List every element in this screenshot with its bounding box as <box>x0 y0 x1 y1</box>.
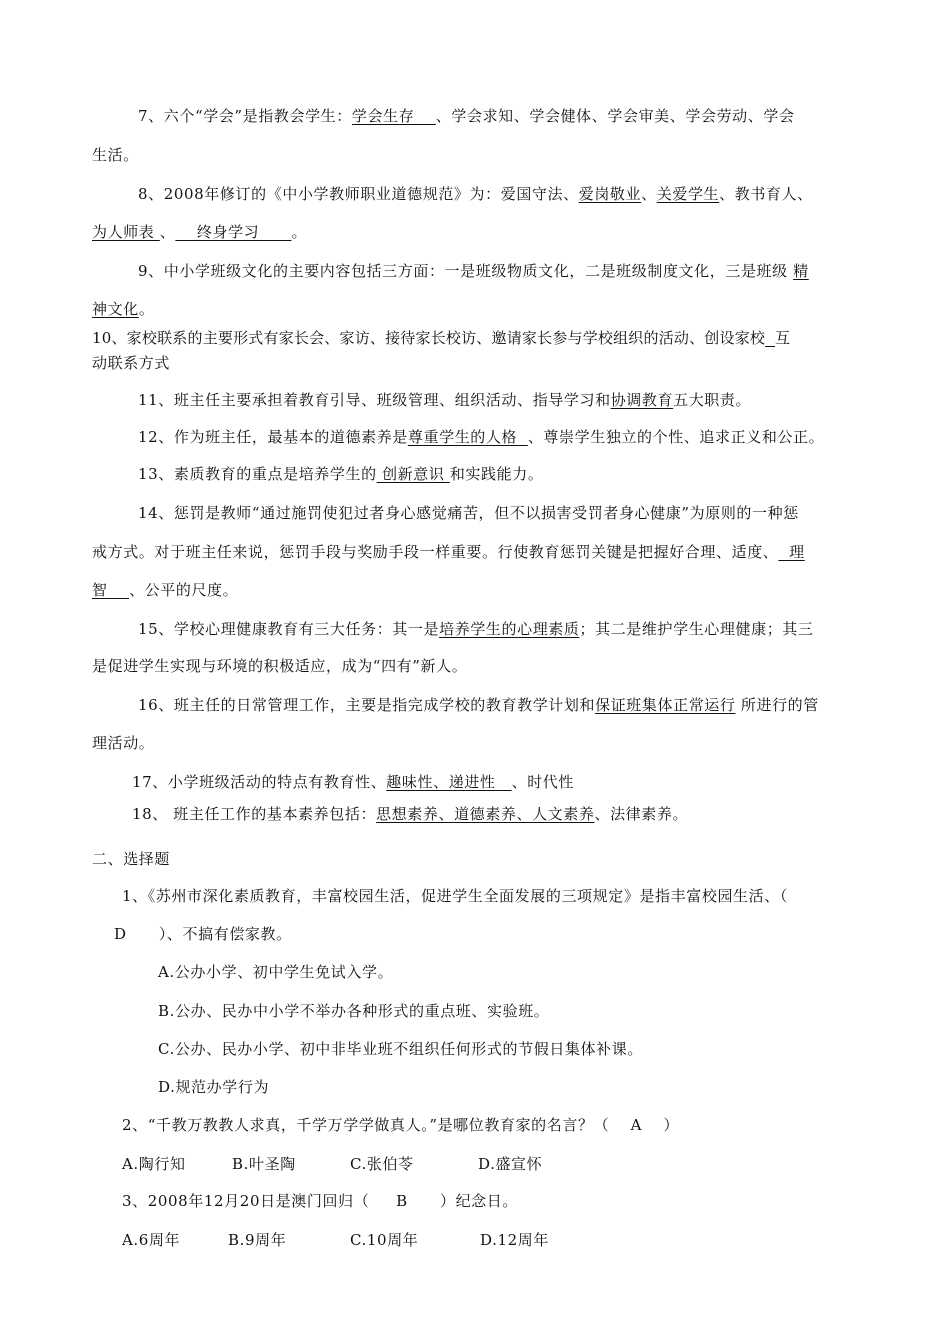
mc1-question-line2: D ）、不搞有偿家教。 <box>114 925 292 943</box>
q16-text-cont: 所进行的管 <box>735 696 819 714</box>
mc1-option-c: C.公办、民办小学、初中非毕业班不组织任何形式的节假日集体补课。 <box>158 1040 643 1058</box>
q8-line1 <box>138 184 813 204</box>
q17-line <box>132 772 574 792</box>
q14-end: 、公平的尺度。 <box>129 581 239 599</box>
q8-line2 <box>92 222 307 242</box>
q10-text-end: 动联系方式 <box>92 354 171 372</box>
mc2-option-c: C.张伯苓 <box>350 1155 414 1173</box>
q9-answer-part1: 精 <box>793 262 809 280</box>
q7-line2 <box>92 145 139 165</box>
mc1-option-b: B.公办、民办中小学不举办各种形式的重点班、实验班。 <box>158 1002 550 1020</box>
q9-answer-part2: 神文化 <box>92 300 139 318</box>
q7-text-cont: 、学会求知、学会健体、学会审美、学会劳动、学会 <box>435 107 795 125</box>
q7-text: 7、六个“学会”是指教会学生： <box>138 107 352 125</box>
q18-line <box>132 804 688 824</box>
mc1-question-line1: 1、《苏州市深化素质教育，丰富校园生活，促进学生全面发展的三项规定》是指丰富校园生活、（ <box>122 887 788 905</box>
q8-end: 。 <box>291 223 308 241</box>
q14-answer-part2: 智 <box>92 581 130 599</box>
q12-answer: 尊重学生的人格 <box>407 428 528 446</box>
q8-answer-3: 为人师表 <box>92 223 160 241</box>
q15-line2 <box>92 656 467 676</box>
q14-line2 <box>92 542 805 562</box>
q8-text: 8、2008年修订的《中小学教师职业道德规范》为：爱国守法、 <box>138 185 579 203</box>
q12-end: 、尊崇学生独立的个性、追求正义和公正。 <box>527 428 825 446</box>
q17-end: 、时代性 <box>511 773 575 791</box>
section-heading-choice: 二、选择题 <box>92 850 171 868</box>
q8-answer-2: 关爱学生 <box>656 185 720 203</box>
q15-line1 <box>138 619 814 639</box>
q13-end: 和实践能力。 <box>449 465 544 483</box>
q8-sep: 、 <box>641 185 657 203</box>
q14-answer-part1: 理 <box>778 543 805 561</box>
q17-answer: 趣味性、递进性 <box>386 773 512 791</box>
q8-answer-4: 终身学习 <box>175 223 292 241</box>
q16-answer: 保证班集体正常运行 <box>595 696 736 714</box>
q14-text-cont: 戒方式。对于班主任来说，惩罚手段与奖励手段一样重要。行使教育惩罚关键是把握好合理、适度、 <box>92 543 779 561</box>
q13-answer: 创新意识 <box>376 465 450 483</box>
mc1-option-d: D.规范办学行为 <box>158 1078 270 1096</box>
mc2-option-b: B.叶圣陶 <box>232 1155 296 1173</box>
q15-text-cont: ；其二是维护学生心理健康；其三 <box>579 620 814 638</box>
q7-answer: 学会生存 <box>351 107 436 125</box>
q7-text-end: 生活。 <box>92 146 139 164</box>
q18-end: 、法律素养。 <box>594 805 689 823</box>
mc2-option-d: D.盛宣怀 <box>478 1155 543 1173</box>
q16-line2 <box>92 733 154 753</box>
mc3-option-a: A.6周年 <box>122 1231 181 1249</box>
q10-line1 <box>92 328 790 348</box>
q16-end: 理活动。 <box>92 734 155 752</box>
q8-text-cont: 、教书育人、 <box>719 185 813 203</box>
q13-line <box>138 464 543 484</box>
q12-text: 12、作为班主任，最基本的道德素养是 <box>138 428 408 446</box>
q16-line1 <box>138 695 819 715</box>
q10-text: 10、家校联系的主要形式有家长会、家访、接待家长校访、邀请家长参与学校组织的活动、创设家校 <box>92 329 766 347</box>
q9-end: 。 <box>138 300 155 318</box>
mc3-option-d: D.12周年 <box>480 1231 549 1249</box>
q18-text: 18、 班主任工作的基本素养包括： <box>132 805 377 823</box>
q8-answer-1: 爱岗敬业 <box>578 185 642 203</box>
mc2-question: 2、“千教万教教人求真，千学万学学做真人。”是哪位教育家的名言？（ A ） <box>122 1116 680 1134</box>
q15-text: 15、学校心理健康教育有三大任务：其一是 <box>138 620 440 638</box>
q11-end: 五大职责。 <box>673 391 752 409</box>
q9-text: 9、中小学班级文化的主要内容包括三方面：一是班级物质文化，二是班级制度文化，三是班级 <box>138 262 794 280</box>
q18-answer: 思想素养、道德素养、人文素养 <box>376 805 595 823</box>
q17-text: 17、小学班级活动的特点有教育性、 <box>132 773 387 791</box>
mc1-option-a: A.公办小学、初中学生免试入学。 <box>158 963 394 981</box>
q11-answer: 协调教育 <box>610 391 674 409</box>
q8-sep-2: 、 <box>159 223 176 241</box>
q12-line <box>138 427 824 447</box>
q10-answer-blank <box>765 329 775 347</box>
q9-line2 <box>92 299 154 319</box>
q14-line3 <box>92 580 238 600</box>
q13-text: 13、素质教育的重点是培养学生的 <box>138 465 377 483</box>
q11-text: 11、班主任主要承担着教育引导、班级管理、组织活动、指导学习和 <box>138 391 611 409</box>
q10-line2 <box>92 353 170 373</box>
q9-line1 <box>138 261 809 281</box>
mc3-option-b: B.9周年 <box>228 1231 287 1249</box>
q7-line1 <box>138 106 795 126</box>
mc3-question: 3、2008年12月20日是澳门回归（ B ）纪念日。 <box>122 1192 518 1210</box>
q14-text: 14、惩罚是教师“通过施罚使犯过者身心感觉痛苦，但不以损害受罚者身心健康”为原则的一种惩 <box>138 504 799 522</box>
q14-line1 <box>138 503 799 523</box>
q10-text-cont: 互 <box>775 329 791 347</box>
mc2-option-a: A.陶行知 <box>122 1155 186 1173</box>
mc3-option-c: C.10周年 <box>350 1231 419 1249</box>
q11-line <box>138 390 751 410</box>
q15-answer: 培养学生的心理素质 <box>439 620 580 638</box>
q15-end: 是促进学生实现与环境的积极适应，成为“四有”新人。 <box>92 657 468 675</box>
q16-text: 16、班主任的日常管理工作，主要是指完成学校的教育教学计划和 <box>138 696 596 714</box>
